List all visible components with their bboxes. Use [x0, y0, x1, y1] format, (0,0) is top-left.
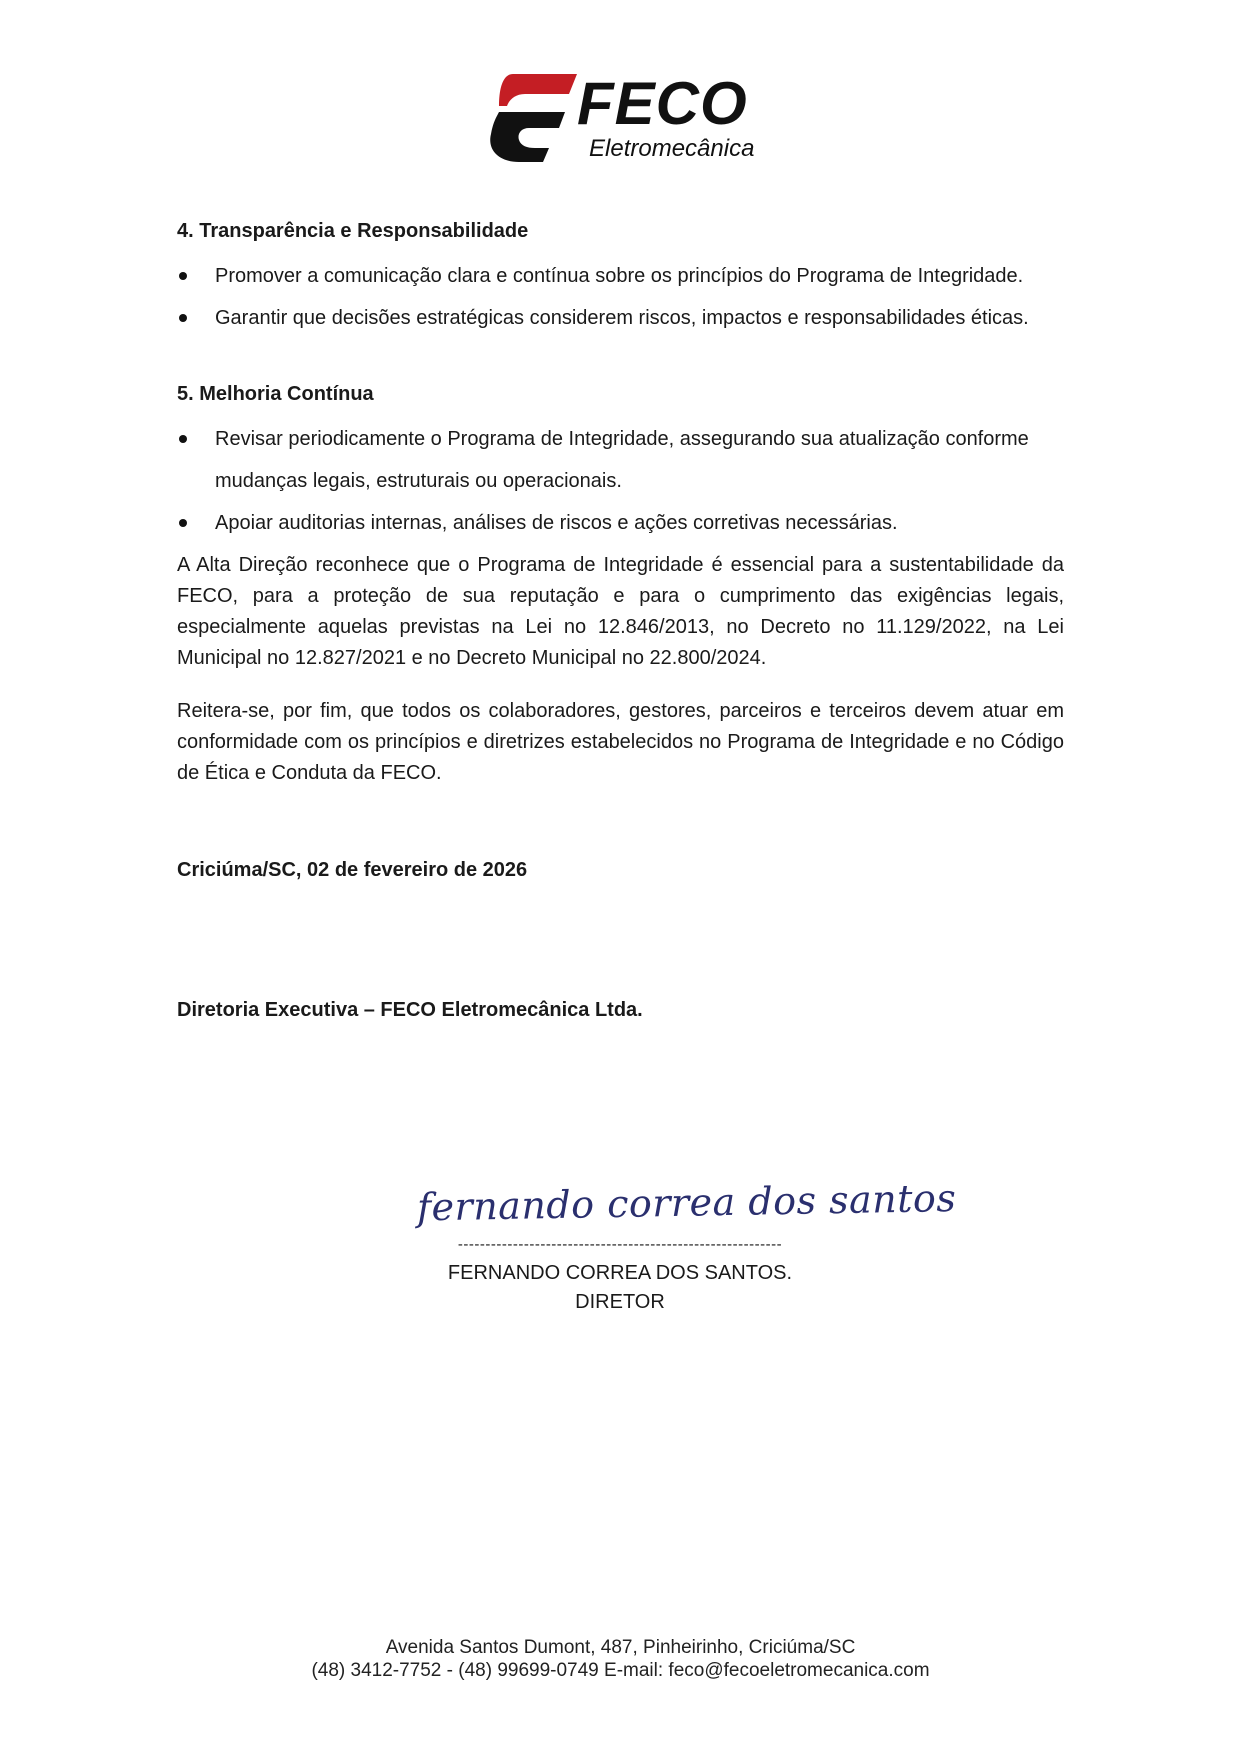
section-5-title: 5. Melhoria Contínua	[177, 383, 374, 405]
footer-address: Avenida Santos Dumont, 487, Pinheirinho, Criciúma/SC	[385, 1637, 856, 1658]
logo-emblem-black	[490, 112, 565, 162]
bullet-icon	[179, 519, 187, 527]
document-body	[177, 216, 1064, 1026]
logo-tagline-text: Eletromecânica	[589, 135, 755, 162]
section-5-list	[177, 418, 1064, 544]
logo-emblem-red	[499, 74, 577, 106]
svg-text:fernando correa dos santos: fernando correa dos santos	[416, 1176, 957, 1230]
signatory-role: DIRETOR	[575, 1291, 665, 1313]
list-item: Apoiar auditorias internas, análises de riscos e ações corretivas necessárias.	[177, 502, 1064, 544]
bullet-icon	[179, 314, 187, 322]
paragraph-reiteration: Reitera-se, por fim, que todos os colaboradores, gestores, parceiros e terceiros devem atuar em conformidade com os princípios e diretrizes estabelecidos no Programa de Integridade e no Código de Ética e Conduta da FECO.	[177, 700, 1064, 784]
paragraph-commitment: A Alta Direção reconhece que o Programa de Integridade é essencial para a sustentabilidade da FECO, para a proteção de sua reputação e para o cumprimento das exigências legais, especialmente aquelas previstas na Lei no 12.846/2013, no Decreto no 11.129/2022, na Lei Municipal no 12.827/2021 e no Decreto Municipal no 22.800/2024.	[177, 554, 1064, 669]
signatory-name: FERNANDO CORREA DOS SANTOS.	[447, 1262, 793, 1284]
list-item: Garantir que decisões estratégicas considerem riscos, impactos e responsabilidades éticas.	[177, 297, 1064, 339]
bullet-icon	[179, 272, 187, 280]
signature-block	[413, 1165, 957, 1317]
page-footer	[0, 1636, 1241, 1682]
logo-brand-text: FECO	[577, 70, 748, 137]
handwritten-signature	[413, 1165, 957, 1237]
list-item: Revisar periodicamente o Programa de Integridade, assegurando sua atualização conforme mudanças legais, estruturais ou operacionais.	[177, 418, 1064, 502]
company-logo	[485, 72, 765, 164]
signature-line: -----------------------------------------------------------	[457, 1236, 783, 1253]
issuer-line: Diretoria Executiva – FECO Eletromecânica Ltda.	[177, 999, 643, 1021]
section-4-title: 4. Transparência e Responsabilidade	[177, 220, 529, 242]
footer-contact: (48) 3412-7752 - (48) 99699-0749 E-mail: feco@fecoeletromecanica.com	[311, 1660, 930, 1681]
section-4-list	[177, 255, 1064, 339]
place-date: Criciúma/SC, 02 de fevereiro de 2026	[177, 859, 528, 881]
list-item: Promover a comunicação clara e contínua sobre os princípios do Programa de Integridade.	[177, 255, 1064, 297]
bullet-icon	[179, 435, 187, 443]
